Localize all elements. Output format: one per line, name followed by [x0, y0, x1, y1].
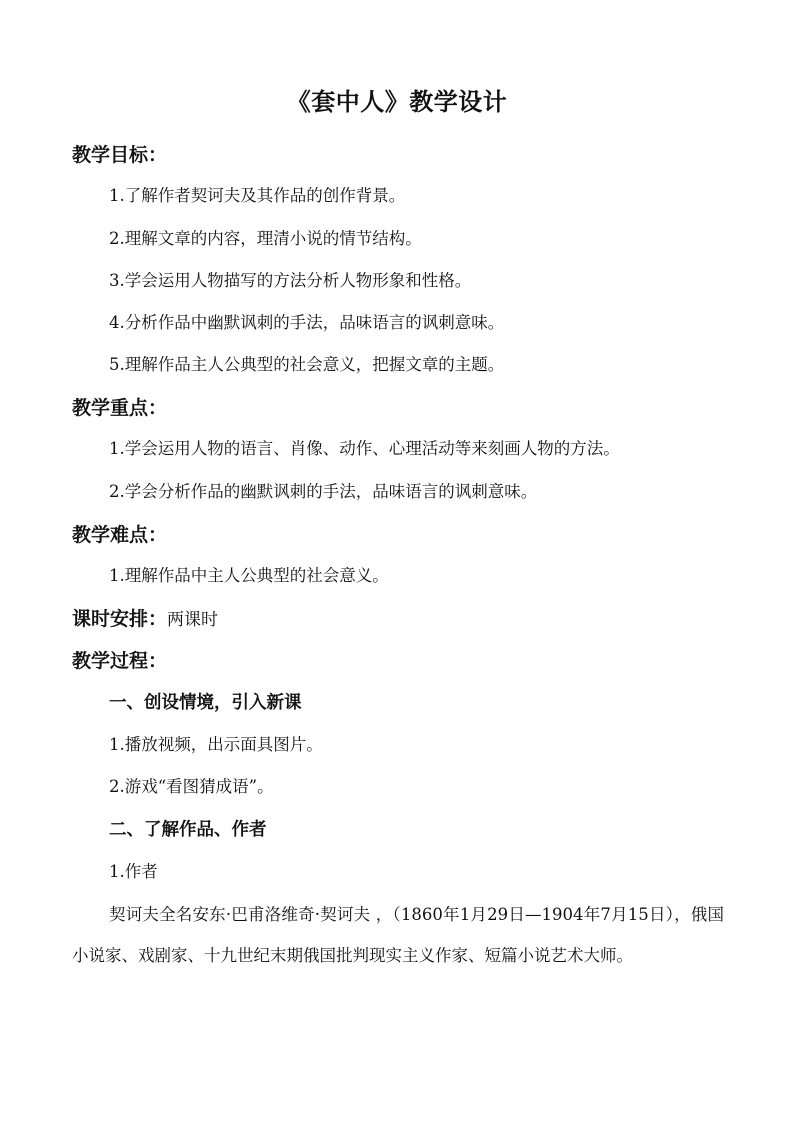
objective-item-3: 3.学会运用人物描写的方法分析人物形象和性格。: [109, 271, 472, 290]
schedule-value: 两课时: [167, 610, 219, 630]
schedule-heading: [72, 606, 218, 633]
objective-item-5: 5.理解作品主人公典型的社会意义，把握文章的主题。: [109, 355, 505, 374]
difficulty-item-1: 1.理解作品中主人公典型的社会意义。: [109, 566, 389, 585]
key-point-item-1: 1.学会运用人物的语言、肖像、动作、心理活动等来刻画人物的方法。: [109, 439, 620, 458]
process-heading: 教学过程：: [72, 650, 168, 672]
difficulties-heading: 教学难点：: [72, 524, 168, 546]
key-points-heading: 教学重点：: [72, 397, 168, 419]
document-title: 《套中人》教学设计: [286, 88, 508, 116]
objective-item-1: 1.了解作者契诃夫及其作品的创作背景。: [109, 186, 406, 205]
schedule-label: 课时安排：: [72, 608, 168, 630]
objectives-heading: 教学目标：: [72, 144, 168, 166]
section2-sub-author: 1.作者: [109, 862, 158, 881]
key-point-item-2: 2.学会分析作品的幽默讽刺的手法，品味语言的讽刺意味。: [109, 482, 538, 501]
objective-item-2: 2.理解文章的内容，理清小说的情节结构。: [109, 229, 422, 248]
section1-item-2: 2.游戏“看图猜成语”。: [109, 777, 274, 796]
section1-item-1: 1.播放视频，出示面具图片。: [109, 735, 323, 754]
objective-item-4: 4.分析作品中幽默讽刺的手法，品味语言的讽刺意味。: [109, 313, 505, 332]
section1-heading: 一、创设情境，引入新课: [109, 693, 302, 713]
author-paragraph: 契诃夫全名安东·巴甫洛维奇·契诃夫 ，（1860年1月29日—1904年7月15日），俄国小说家、戏剧家、十九世纪末期俄国批判现实主义作家、短篇小说艺术大师。: [72, 905, 724, 965]
section2-heading: 二、了解作品、作者: [109, 820, 267, 840]
